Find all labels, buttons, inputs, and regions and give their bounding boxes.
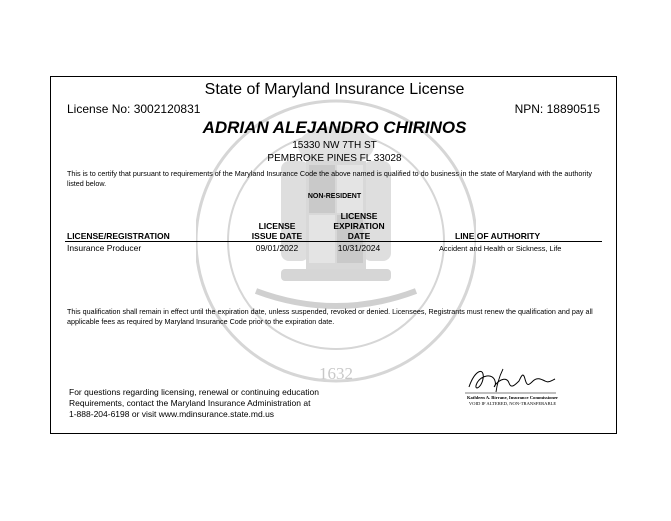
address-line2: PEMBROKE PINES FL 33028 xyxy=(267,153,402,164)
license-number: License No: 3002120831 xyxy=(67,102,201,116)
commissioner-name: Kathleen A. Birrane, Insurance Commissioner xyxy=(466,395,559,400)
registration-type: Insurance Producer xyxy=(67,243,142,253)
contact-line2: Requirements, contact the Maryland Insurance Administration at xyxy=(69,398,311,408)
col-header-issue-date: LICENSE ISSUE DATE xyxy=(251,221,303,241)
col-header-registration: LICENSE/REGISTRATION xyxy=(67,231,170,241)
certification-text: This is to certify that pursuant to requirements of the Maryland Insurance Code the above named is qualified to do business in the state of Maryland with the authority listed below. xyxy=(67,169,592,188)
issue-date: 09/01/2022 xyxy=(255,243,299,253)
commissioner-signature xyxy=(463,365,558,395)
contact-line3: 1-888-204-6198 or visit www.mdinsurance.state.md.us xyxy=(69,409,275,419)
residency-status: NON-RESIDENT xyxy=(307,193,362,200)
col-header-authority: LINE OF AUTHORITY xyxy=(455,231,541,241)
table-header-rule xyxy=(65,241,602,242)
contact-info xyxy=(69,387,319,420)
qualification-text: This qualification shall remain in effect until the expiration date, unless suspended, revoked or denied. Licensees, Registrants must renew the qualification and pay all applicable fees as required by Maryland Insurance Code prior to the expiration date. xyxy=(67,307,593,326)
address-line1: 15330 NW 7TH ST xyxy=(292,140,377,151)
contact-line1: For questions regarding licensing, renewal or continuing education xyxy=(69,387,319,397)
void-notice: VOID IF ALTERED, NON-TRANSFERABLE xyxy=(468,401,557,406)
document-title: State of Maryland Insurance License xyxy=(204,81,465,98)
expiration-date: 10/31/2024 xyxy=(337,243,381,253)
seal-year: 1632 xyxy=(319,364,353,383)
npn-number: NPN: 18890515 xyxy=(514,102,600,116)
licensee-name: ADRIAN ALEJANDRO CHIRINOS xyxy=(202,118,467,137)
line-of-authority: Accident and Health or Sickness, Life xyxy=(439,244,562,253)
license-certificate xyxy=(50,76,617,434)
commissioner-block xyxy=(455,395,570,407)
col-header-expiration-date: LICENSE EXPIRATION DATE xyxy=(333,211,385,241)
